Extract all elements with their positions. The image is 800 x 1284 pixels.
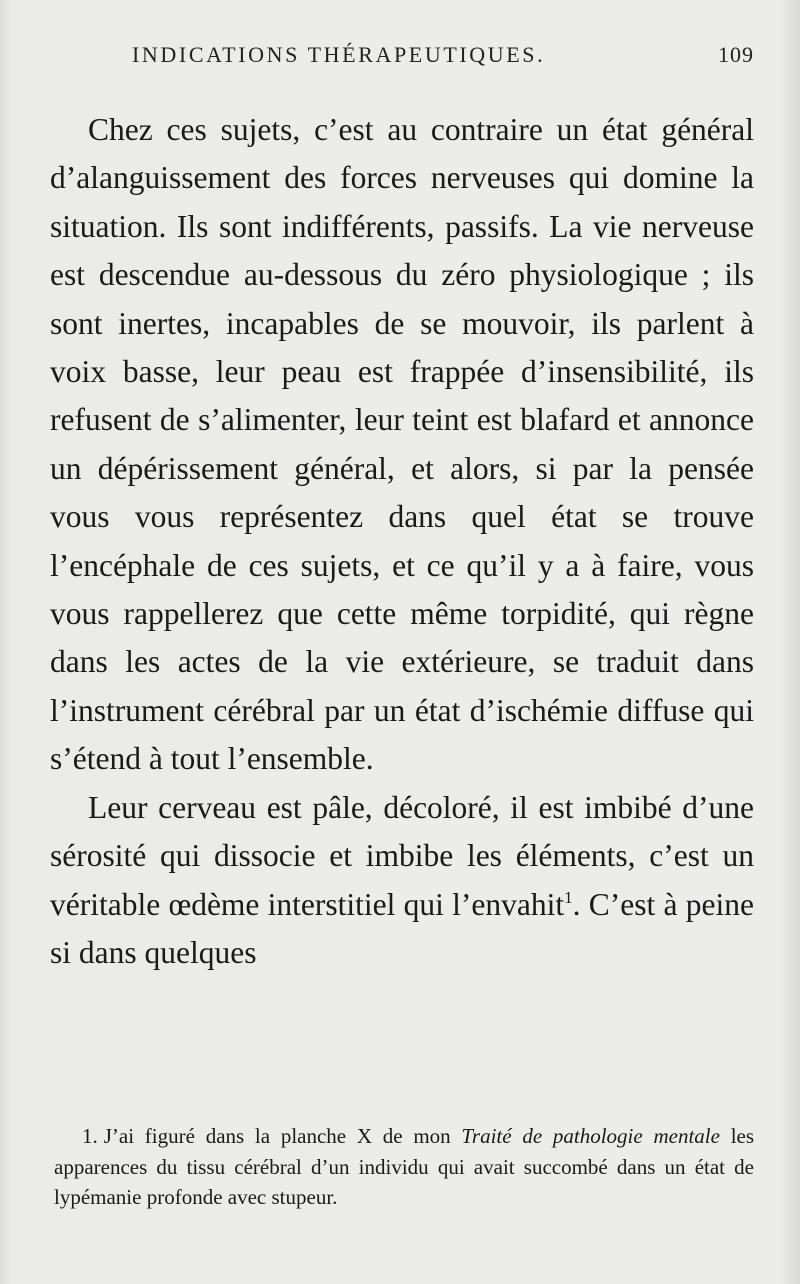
- footnote-area: [54, 1121, 754, 1213]
- page-number: 109: [718, 42, 754, 67]
- main-text: [50, 106, 754, 977]
- footnote-number: 1.: [82, 1124, 98, 1148]
- paragraph-1: Chez ces sujets, c’est au contraire un état général d’alanguissement des forces nerveuses qui domine la situation. Ils sont indifférents, passifs. La vie nerveuse est descendue au-dessous du zéro physiologique ; ils sont inertes, incapables de se mouvoir, ils parlent à voix basse, leur peau est frappée d’insensibilité, ils refusent de s’alimenter, leur teint est blafard et annonce un dépérissement général, et alors, si par la pensée vous vous représentez dans quel état se trouve l’encéphale de ces sujets, et ce qu’il y a à faire, vous vous rappellerez que cette même torpidité, qui règne dans les actes de la vie extérieure, se traduit dans l’instrument cérébral par un état d’ischémie diffuse qui s’étend à tout l’ensemble.: [50, 112, 754, 777]
- footnote-text-start: J’ai figuré dans la planche X de mon: [103, 1124, 451, 1148]
- footnote-book-title: Traité de pathologie mentale: [461, 1124, 720, 1148]
- paragraph-2-text: Leur cerveau est pâle, décoloré, il est imbibé d’une sérosité qui dissocie et imbibe les éléments, c’est un véritable œdème interstitiel qui l’envahit: [50, 789, 754, 922]
- footnote-reference[interactable]: 1: [564, 887, 573, 907]
- footnote-text-end: les apparences du tissu cérébral d’un individu qui avait succombé dans un état de lypémanie profonde avec stupeur.: [54, 1124, 755, 1209]
- chapter-title: INDICATIONS THÉRAPEUTIQUES.: [132, 42, 546, 67]
- paragraph-2: [50, 784, 754, 978]
- footnote-1: [54, 1121, 754, 1213]
- paragraph-2-continuation: . C’est à peine si dans quelques: [50, 886, 754, 970]
- running-head: [132, 42, 760, 72]
